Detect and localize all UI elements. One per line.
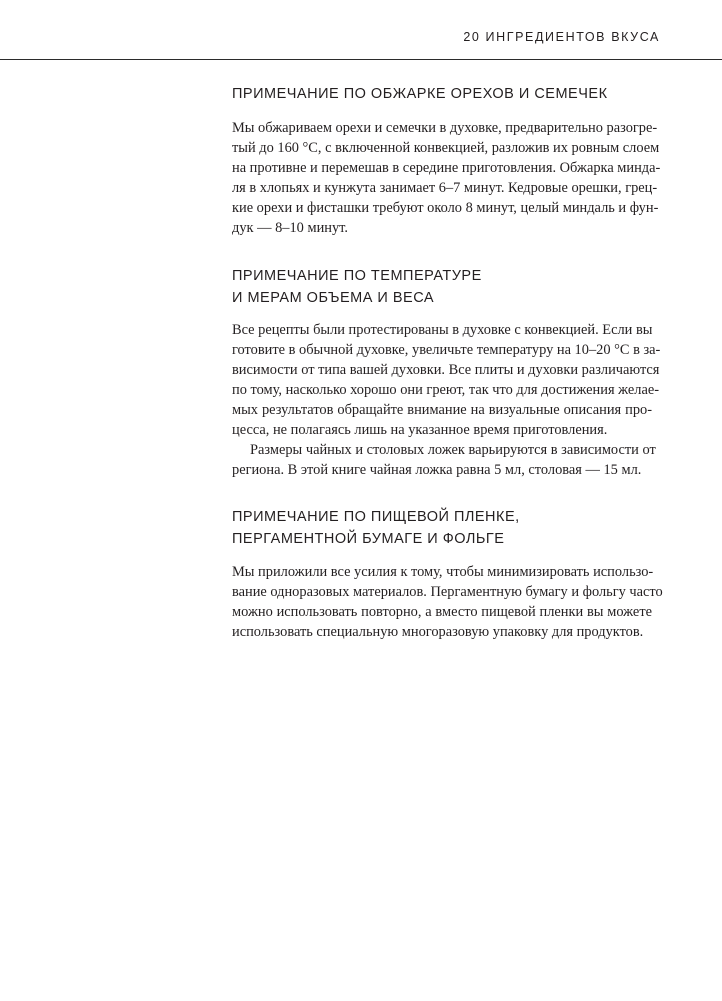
paragraph-line: Мы обжариваем орехи и семечки в духовке, предварительно разогре- xyxy=(232,120,658,136)
paragraph-line: дук — 8–10 минут. xyxy=(232,220,348,236)
paragraph-line: Все рецепты были протестированы в духовке с конвекцией. Если вы xyxy=(232,322,653,338)
heading-line: ПРИМЕЧАНИЕ ПО ТЕМПЕРАТУРЕ xyxy=(232,268,482,284)
header-divider xyxy=(0,59,722,60)
section-heading-wrapping xyxy=(232,506,652,550)
section-heading-temperature xyxy=(232,265,652,309)
paragraph-line: мых результатов обращайте внимание на визуальные описания про- xyxy=(232,402,652,418)
paragraph-line: кие орехи и фисташки требуют около 8 минут, целый миндаль и фун- xyxy=(232,200,659,216)
paragraph-line: на противне и перемешав в середине приготовления. Обжарка минда- xyxy=(232,160,661,176)
heading-line: И МЕРАМ ОБЪЕМА И ВЕСА xyxy=(232,290,435,306)
paragraph-line: использовать специальную многоразовую упаковку для продуктов. xyxy=(232,624,644,640)
paragraph-line: цесса, не полагаясь лишь на указанное время приготовления. xyxy=(232,422,608,438)
paragraph-line: висимости от типа вашей духовки. Все плиты и духовки различаются xyxy=(232,362,660,378)
paragraph-line: Размеры чайных и столовых ложек варьируются в зависимости от xyxy=(250,442,656,458)
section-heading-roasting xyxy=(232,83,652,105)
paragraph-line: тый до 160 °С, с включенной конвекцией, разложив их ровным слоем xyxy=(232,140,660,156)
paragraph-line: вание одноразовых материалов. Пергаментную бумагу и фольгу часто xyxy=(232,584,663,600)
paragraph-line: Мы приложили все усилия к тому, чтобы минимизировать использо- xyxy=(232,564,654,580)
heading-line: ПРИМЕЧАНИЕ ПО ПИЩЕВОЙ ПЛЕНКЕ, xyxy=(232,509,520,525)
paragraph-line: ля в хлопьях и кунжута занимает 6–7 минут. Кедровые орешки, грец- xyxy=(232,180,658,196)
running-header: 20 ИНГРЕДИЕНТОВ ВКУСА xyxy=(463,30,660,44)
paragraph-line: по тому, насколько хорошо они греют, так что для достижения желае- xyxy=(232,382,660,398)
heading-line: ПЕРГАМЕНТНОЙ БУМАГЕ И ФОЛЬГЕ xyxy=(232,531,505,547)
paragraph-line: готовите в обычной духовке, увеличьте температуру на 10–20 °С в за- xyxy=(232,342,661,358)
heading-line: ПРИМЕЧАНИЕ ПО ОБЖАРКЕ ОРЕХОВ И СЕМЕЧЕК xyxy=(232,86,608,102)
paragraph-line: региона. В этой книге чайная ложка равна 5 мл, столовая — 15 мл. xyxy=(232,462,642,478)
paragraph-line: можно использовать повторно, а вместо пищевой пленки вы можете xyxy=(232,604,652,620)
